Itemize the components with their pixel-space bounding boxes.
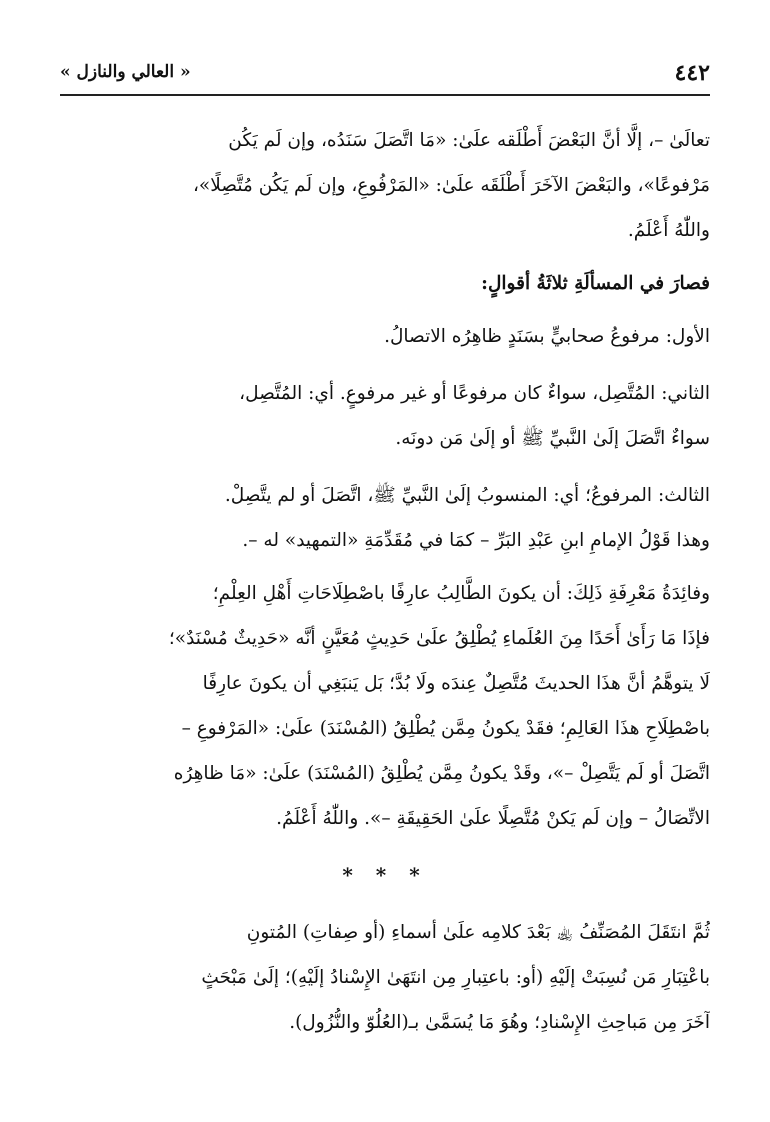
text-line: وفائِدَةُ مَعْرِفَةِ ذَلِكَ: أن يكونَ الطَّالِبُ عارِفًا باصْطِلَاحَاتِ أَهْلِ العِلْمِ؛	[212, 583, 710, 604]
text-line: واللّٰهُ أَعْلَمُ.	[627, 220, 710, 241]
page-number: ٤٤٢	[674, 60, 710, 86]
text-line: آخَرَ مِن مَباحِثِ الإِسْنادِ؛ وهُوَ مَا يُسَمَّىٰ بـ(العُلُوّ والنُّزُول).	[289, 1012, 710, 1033]
text-line: اتَّصَلَ أو لَم يَتَّصِلْ –»، وقَدْ يكونُ مِمَّن يُطْلِقُ (المُسْنَدَ) علَىٰ: «مَا ظاهِرُه	[173, 763, 710, 784]
text-line: سواءٌ اتَّصَلَ إلَىٰ النَّبيِّ ﷺ أو إلَىٰ مَن دونَه.	[395, 428, 710, 449]
text-line: الاتِّصَالُ – وإن لَم يَكنْ مُتَّصِلًا علَىٰ الحَقِيقَةِ –». واللّٰهُ أَعْلَمُ.	[276, 808, 710, 829]
text-line: باعْتِبَارِ مَن نُسِبَتْ إلَيْهِ (أو: باعتِبارِ مِن انتَهَىٰ الإِسْنادُ إلَيْهِ)؛ إلَىٰ مَبْحَثٍ	[201, 967, 710, 988]
text-line: تعالَىٰ –، إلَّا أنَّ البَعْضَ أَطْلَقه علَىٰ: «مَا اتَّصَلَ سَنَدُه، وإن لَم يَكُن	[228, 130, 710, 151]
section-separator: * * *	[342, 863, 428, 887]
text-line: وهذا قَوْلُ الإمامِ ابنِ عَبْدِ البَرِّ – كمَا في مُقَدِّمَةِ «التمهيد» له –.	[242, 530, 710, 551]
text-line: باصْطِلَاحِ هذَا العَالِمِ؛ فقَدْ يكونُ مِمَّن يُطْلِقُ (المُسْنَدَ) علَىٰ: «المَرْفوعِ –	[181, 718, 710, 739]
text-line: لَا يتوهَّمُ أنَّ هذَا الحديثَ مُتَّصِلٌ عِندَه ولَا بُدَّ؛ بَل يَنبَغِي أن يكونَ عارِفًا	[202, 673, 710, 694]
page-body	[60, 118, 710, 1045]
section-heading: فصارَ في المسألَةِ ثلاثَةُ أقوالٍ:	[481, 273, 710, 294]
text-line: مَرْفوعًا»، والبَعْضَ الآخَرَ أَطْلَقَه علَىٰ: «المَرْفُوعِ، وإن لَم يَكُن مُتَّصِلًا»،	[192, 175, 710, 196]
text-line: الثاني: المُتَّصِل، سواءٌ كان مرفوعًا أو غير مرفوعٍ. أي: المُتَّصِل،	[239, 383, 710, 404]
text-line: ثُمَّ انتَقَلَ المُصَنِّفُ ﵀ بَعْدَ كلامِه علَىٰ أسماءِ (أو صِفاتِ) المُتونِ	[246, 922, 710, 943]
running-title: « العالي والنازل »	[60, 62, 191, 82]
text-line: الثالث: المرفوعُ؛ أي: المنسوبُ إلَىٰ النَّبيِّ ﷺ، اتَّصَلَ أو لم يتَّصِلْ.	[224, 485, 710, 506]
header-divider	[60, 94, 710, 96]
text-line: فإذَا مَا رَأَىٰ أَحَدًا مِنَ العُلَماءِ يُطْلِقُ علَىٰ حَدِيثٍ مُعَيَّنٍ أنَّه «حَدِيثٌ مُسْنَدٌ»؛	[168, 628, 710, 649]
text-line: الأول: مرفوعُ صحابيٍّ بسَنَدٍ ظاهِرُه الاتصالُ.	[384, 326, 710, 347]
page-header	[60, 52, 710, 96]
